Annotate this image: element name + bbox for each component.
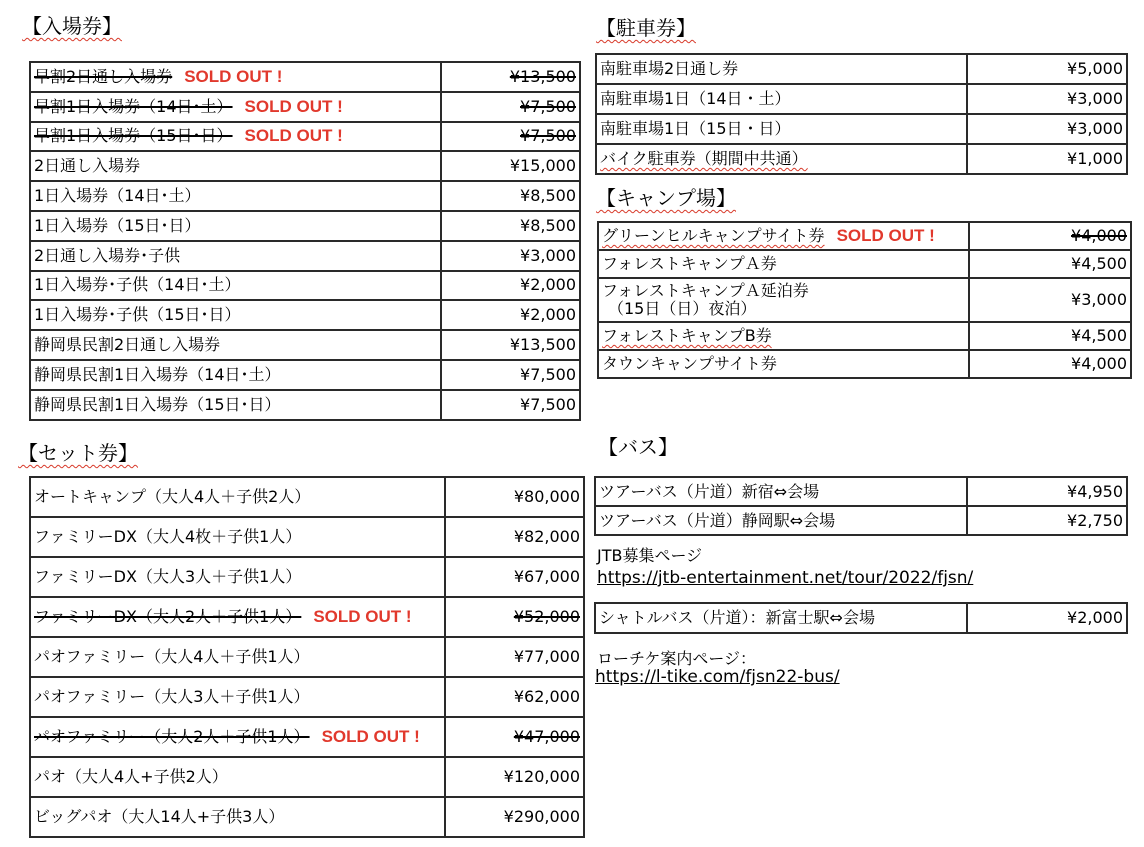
set-table bbox=[29, 476, 585, 838]
item-price-cell bbox=[967, 114, 1127, 144]
item-name: フォレストキャンプB券 bbox=[602, 326, 772, 345]
item-price-cell bbox=[969, 278, 1131, 322]
item-name-cell bbox=[30, 330, 441, 360]
item-price-cell bbox=[445, 757, 584, 797]
item-price-cell bbox=[441, 181, 580, 211]
item-name: 静岡県民割1日入場券（14日･土） bbox=[34, 364, 281, 384]
item-price: ¥13,500 bbox=[509, 66, 576, 86]
table-row bbox=[30, 390, 580, 420]
item-name-cell bbox=[30, 271, 441, 301]
table-row bbox=[598, 322, 1131, 350]
table-row bbox=[30, 477, 584, 517]
item-name-cell bbox=[30, 677, 445, 717]
item-name-cell bbox=[30, 390, 441, 420]
shuttle-bus-table bbox=[594, 602, 1128, 634]
ltike-label: ローチケ案内ページ： bbox=[597, 649, 757, 668]
item-price: ¥67,000 bbox=[513, 567, 580, 586]
item-name: ツアーバス（片道）新宿⇔会場 bbox=[599, 481, 820, 501]
item-price: ¥3,000 bbox=[520, 245, 576, 265]
item-name: 1日入場券･子供（15日･日） bbox=[34, 305, 241, 325]
table-row bbox=[30, 517, 584, 557]
item-name-cell bbox=[596, 144, 967, 174]
item-name: ファミリーDX（大人3人＋子供1人） bbox=[34, 567, 302, 586]
item-price-cell bbox=[441, 122, 580, 152]
ltike-link[interactable]: https://l-tike.com/fjsn22-bus/ bbox=[595, 667, 840, 687]
item-price-cell bbox=[441, 390, 580, 420]
item-name: 静岡県民割2日通し入場券 bbox=[34, 335, 221, 355]
item-price: ¥5,000 bbox=[1067, 59, 1123, 78]
item-name: フォレストキャンプＡ券 bbox=[602, 254, 777, 273]
bus-heading: 【バス】 bbox=[598, 435, 678, 459]
table-row bbox=[30, 92, 580, 122]
item-price-cell bbox=[445, 517, 584, 557]
item-price-cell bbox=[445, 477, 584, 517]
item-name: パオファミリー（大人2人＋子供1人） bbox=[34, 727, 310, 746]
item-name-line2: （15日（日）夜泊） bbox=[608, 299, 757, 318]
item-name-cell bbox=[598, 250, 969, 278]
item-name-cell bbox=[30, 517, 445, 557]
table-row bbox=[598, 350, 1131, 378]
table-row bbox=[596, 144, 1127, 174]
item-price: ¥8,500 bbox=[520, 186, 576, 206]
item-name-cell bbox=[598, 222, 969, 250]
table-row bbox=[30, 211, 580, 241]
sold-out-badge: SOLD OUT ! bbox=[313, 607, 412, 626]
item-name-cell bbox=[30, 360, 441, 390]
item-price-cell bbox=[967, 477, 1127, 506]
item-price-cell bbox=[969, 222, 1131, 250]
item-price: ¥3,000 bbox=[1071, 290, 1127, 309]
item-name-cell bbox=[30, 151, 441, 181]
table-row bbox=[596, 54, 1127, 84]
item-price-cell bbox=[969, 350, 1131, 378]
item-name: 南駐車場2日通し券 bbox=[600, 59, 739, 78]
table-row bbox=[596, 114, 1127, 144]
item-price-cell bbox=[441, 271, 580, 301]
item-name: 1日入場券（14日･土） bbox=[34, 186, 201, 206]
item-price: ¥120,000 bbox=[503, 767, 580, 786]
item-name: 早割1日入場券（15日･日） bbox=[34, 126, 233, 146]
table-row bbox=[598, 222, 1131, 250]
item-name-cell bbox=[30, 557, 445, 597]
item-price: ¥290,000 bbox=[503, 807, 580, 826]
parking-heading: 【駐車券】 bbox=[596, 16, 696, 40]
item-name-cell bbox=[595, 506, 967, 535]
item-price: ¥7,500 bbox=[520, 394, 576, 414]
item-price-cell bbox=[445, 557, 584, 597]
table-row bbox=[30, 597, 584, 637]
jtb-link[interactable]: https://jtb-entertainment.net/tour/2022/fjsn/ bbox=[597, 568, 974, 588]
tour-bus-table bbox=[594, 476, 1128, 536]
item-name-cell bbox=[30, 92, 441, 122]
item-price-cell bbox=[967, 84, 1127, 114]
item-name-cell bbox=[30, 757, 445, 797]
item-price-cell bbox=[441, 92, 580, 122]
item-name: タウンキャンプサイト券 bbox=[602, 354, 777, 373]
item-name: 2日通し入場券 bbox=[34, 156, 141, 176]
item-price: ¥8,500 bbox=[520, 215, 576, 235]
camp-heading: 【キャンプ場】 bbox=[596, 186, 736, 210]
item-name-cell bbox=[30, 717, 445, 757]
item-name: 南駐車場1日（14日・土） bbox=[600, 89, 791, 108]
item-price: ¥4,000 bbox=[1071, 354, 1127, 373]
jtb-label: JTB募集ページ bbox=[597, 546, 703, 565]
table-row bbox=[30, 637, 584, 677]
item-name: パオファミリー（大人3人＋子供1人） bbox=[34, 687, 310, 706]
item-name: パオ（大人4人+子供2人） bbox=[34, 767, 228, 786]
table-row bbox=[30, 241, 580, 271]
item-price: ¥47,000 bbox=[513, 727, 580, 746]
item-price-cell bbox=[445, 717, 584, 757]
table-row bbox=[595, 477, 1127, 506]
item-name: グリーンヒルキャンプサイト券 bbox=[602, 226, 825, 245]
item-price: ¥2,000 bbox=[520, 305, 576, 325]
item-price-cell bbox=[445, 597, 584, 637]
set-heading: 【セット券】 bbox=[18, 441, 138, 465]
item-price: ¥82,000 bbox=[513, 527, 580, 546]
item-name: 1日入場券･子供（14日･土） bbox=[34, 275, 241, 295]
shuttle-price: ¥2,000 bbox=[967, 603, 1127, 633]
item-price-cell bbox=[967, 54, 1127, 84]
item-price: ¥3,000 bbox=[1067, 89, 1123, 108]
item-price-cell bbox=[969, 322, 1131, 350]
item-name: ビッグパオ（大人14人+子供3人） bbox=[34, 807, 285, 826]
shuttle-name: シャトルバス（片道）：新富士駅⇔会場 bbox=[595, 603, 967, 633]
table-row bbox=[595, 603, 1127, 633]
item-name-cell bbox=[30, 241, 441, 271]
table-row bbox=[30, 757, 584, 797]
item-name-cell bbox=[598, 278, 969, 322]
item-name-cell bbox=[596, 84, 967, 114]
item-price: ¥4,000 bbox=[1071, 226, 1127, 245]
item-name: パオファミリー（大人4人＋子供1人） bbox=[34, 647, 310, 666]
item-price-cell bbox=[967, 144, 1127, 174]
table-row bbox=[598, 250, 1131, 278]
item-name: 2日通し入場券･子供 bbox=[34, 245, 181, 265]
item-price: ¥4,500 bbox=[1071, 254, 1127, 273]
item-price: ¥4,950 bbox=[1067, 481, 1123, 501]
item-name-cell bbox=[30, 62, 441, 92]
parking-table bbox=[595, 53, 1128, 175]
sold-out-badge: SOLD OUT ! bbox=[836, 226, 935, 245]
table-row bbox=[30, 677, 584, 717]
item-price-cell bbox=[445, 797, 584, 837]
item-name-cell bbox=[30, 181, 441, 211]
item-name-cell bbox=[596, 54, 967, 84]
item-price: ¥13,500 bbox=[509, 335, 576, 355]
item-name: 早割1日入場券（14日･土） bbox=[34, 96, 233, 116]
item-price-cell bbox=[441, 211, 580, 241]
item-price-cell bbox=[441, 151, 580, 181]
item-name: バイク駐車券（期間中共通） bbox=[600, 149, 808, 168]
item-name-cell bbox=[30, 300, 441, 330]
table-row bbox=[598, 278, 1131, 322]
item-name: オートキャンプ（大人4人＋子供2人） bbox=[34, 487, 311, 506]
item-name-cell bbox=[30, 211, 441, 241]
item-name-cell bbox=[598, 322, 969, 350]
item-price: ¥15,000 bbox=[509, 156, 576, 176]
item-price-cell bbox=[969, 250, 1131, 278]
item-name-cell bbox=[598, 350, 969, 378]
item-price: ¥7,500 bbox=[520, 364, 576, 384]
item-price-cell bbox=[441, 62, 580, 92]
item-name: フォレストキャンプＡ延泊券 bbox=[602, 281, 809, 300]
item-price: ¥80,000 bbox=[513, 487, 580, 506]
table-row bbox=[30, 181, 580, 211]
table-row bbox=[30, 360, 580, 390]
item-price: ¥7,500 bbox=[520, 126, 576, 146]
item-name: 1日入場券（15日･日） bbox=[34, 215, 201, 235]
item-price-cell bbox=[441, 241, 580, 271]
item-price: ¥77,000 bbox=[513, 647, 580, 666]
item-price: ¥52,000 bbox=[513, 607, 580, 626]
item-price-cell bbox=[967, 506, 1127, 535]
item-name-cell bbox=[30, 797, 445, 837]
item-price-cell bbox=[445, 637, 584, 677]
item-name: ファミリーDX（大人4枚＋子供1人） bbox=[34, 527, 302, 546]
table-row bbox=[30, 62, 580, 92]
item-name-cell bbox=[595, 477, 967, 506]
table-row bbox=[30, 717, 584, 757]
item-price: ¥3,000 bbox=[1067, 119, 1123, 138]
sold-out-badge: SOLD OUT ! bbox=[184, 66, 283, 86]
item-price-cell bbox=[441, 330, 580, 360]
item-name-cell bbox=[30, 597, 445, 637]
sold-out-badge: SOLD OUT ! bbox=[244, 126, 343, 146]
table-row bbox=[30, 151, 580, 181]
item-name-cell bbox=[30, 637, 445, 677]
table-row bbox=[30, 330, 580, 360]
table-row bbox=[30, 557, 584, 597]
table-row bbox=[30, 300, 580, 330]
item-name-cell bbox=[30, 122, 441, 152]
item-price: ¥4,500 bbox=[1071, 326, 1127, 345]
item-price-cell bbox=[441, 300, 580, 330]
item-name: 静岡県民割1日入場券（15日･日） bbox=[34, 394, 281, 414]
item-name-cell bbox=[30, 477, 445, 517]
camp-table bbox=[597, 221, 1132, 379]
item-name-cell bbox=[596, 114, 967, 144]
item-name: 南駐車場1日（15日・日） bbox=[600, 119, 791, 138]
table-row bbox=[30, 797, 584, 837]
item-name: ファミリーDX（大人2人＋子供1人） bbox=[34, 607, 302, 626]
item-price: ¥2,000 bbox=[520, 275, 576, 295]
admission-table bbox=[29, 61, 581, 421]
item-price: ¥7,500 bbox=[520, 96, 576, 116]
item-price: ¥2,750 bbox=[1067, 510, 1123, 530]
item-price: ¥1,000 bbox=[1067, 149, 1123, 168]
sold-out-badge: SOLD OUT ! bbox=[321, 727, 420, 746]
item-name: ツアーバス（片道）静岡駅⇔会場 bbox=[599, 510, 836, 530]
item-name: 早割2日通し入場券 bbox=[34, 66, 173, 86]
table-row bbox=[596, 84, 1127, 114]
table-row bbox=[595, 506, 1127, 535]
item-price-cell bbox=[445, 677, 584, 717]
item-price-cell bbox=[441, 360, 580, 390]
table-row bbox=[30, 122, 580, 152]
admission-heading: 【入場券】 bbox=[22, 14, 122, 38]
sold-out-badge: SOLD OUT ! bbox=[244, 96, 343, 116]
table-row bbox=[30, 271, 580, 301]
item-price: ¥62,000 bbox=[513, 687, 580, 706]
